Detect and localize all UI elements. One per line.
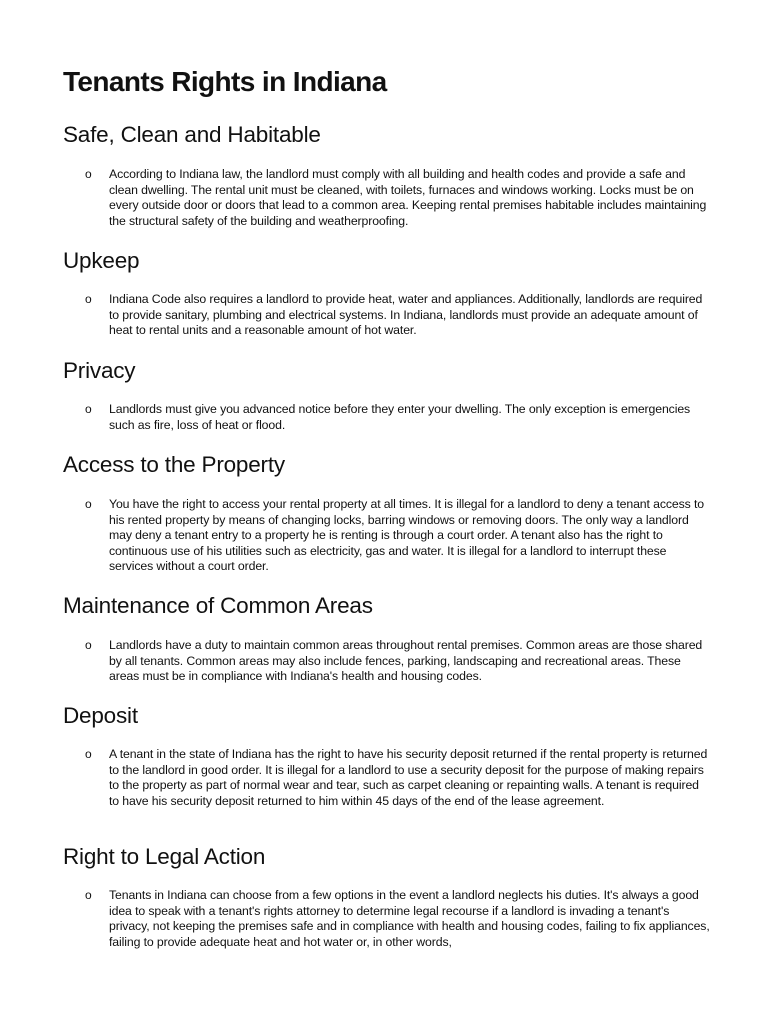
section-heading-maintenance-common-areas: Maintenance of Common Areas xyxy=(63,593,373,618)
section-heading-privacy: Privacy xyxy=(63,358,136,383)
paragraph-maintenance-common-areas: Landlords have a duty to maintain common areas throughout rental premises. Common areas are those shared by all tenants. Common areas may also include fences, parking, landscaping and recreational areas. These areas must be in compliance with Indiana's health and housing codes. xyxy=(109,638,703,684)
bullet-marker: o xyxy=(85,747,92,761)
paragraph-privacy: Landlords must give you advanced notice before they enter your dwelling. The only exception is emergencies such as fire, loss of heat or flood. xyxy=(109,402,691,432)
paragraph-access-to-property: You have the right to access your rental property at all times. It is illegal for a landlord to deny a tenant access to his rented property by means of changing locks, barring windows or removing doors. The only way a landlord may deny a tenant entry to a property he is renting is through a court order. A tenant also has the right to continuous use of his utilities such as electricity, gas and water. It is illegal for a landlord to interrupt these services without a court order. xyxy=(109,497,704,574)
bullet-marker: o xyxy=(85,497,92,511)
paragraph-upkeep: Indiana Code also requires a landlord to provide heat, water and appliances. Additionally, landlords are required to provide sanitary, plumbing and electrical systems. In Indiana, landlords must provide an adequate amount of heat to rental units and a reasonable amount of hot water. xyxy=(109,292,703,338)
section-heading-safe-clean-habitable: Safe, Clean and Habitable xyxy=(63,122,321,147)
bullet-marker: o xyxy=(85,638,92,652)
paragraph-right-to-legal-action: Tenants in Indiana can choose from a few options in the event a landlord neglects his duties. It's always a good idea to speak with a tenant's rights attorney to determine legal recourse if a landlord is invading a tenant's privacy, not keeping the premises safe and in compliance with health and housing codes, failing to fix appliances, failing to provide adequate heat and hot water or, in other words, xyxy=(109,888,710,949)
section-heading-deposit: Deposit xyxy=(63,703,138,728)
document-title: Tenants Rights in Indiana xyxy=(63,66,387,97)
bullet-marker: o xyxy=(85,888,92,902)
paragraph-deposit: A tenant in the state of Indiana has the right to have his security deposit returned if the rental property is returned to the landlord in good order. It is illegal for a landlord to use a security deposit for the purpose of making repairs to the property as part of normal wear and tear, such as carpet cleaning or repainting walls. A tenant is required to have his security deposit returned to him within 45 days of the end of the lease agreement. xyxy=(109,747,708,808)
bullet-marker: o xyxy=(85,292,92,306)
bullet-marker: o xyxy=(85,402,92,416)
paragraph-safe-clean-habitable: According to Indiana law, the landlord must comply with all building and health codes and provide a safe and clean dwelling. The rental unit must be cleaned, with toilets, furnaces and windows working. Locks must be on every outside door or doors that lead to a common area. Keeping rental premises habitable includes maintaining the structural safety of the building and weatherproofing. xyxy=(109,167,707,228)
section-heading-right-to-legal-action: Right to Legal Action xyxy=(63,844,266,869)
section-heading-access-to-property: Access to the Property xyxy=(63,452,285,477)
bullet-marker: o xyxy=(85,167,92,181)
section-heading-upkeep: Upkeep xyxy=(63,248,140,273)
